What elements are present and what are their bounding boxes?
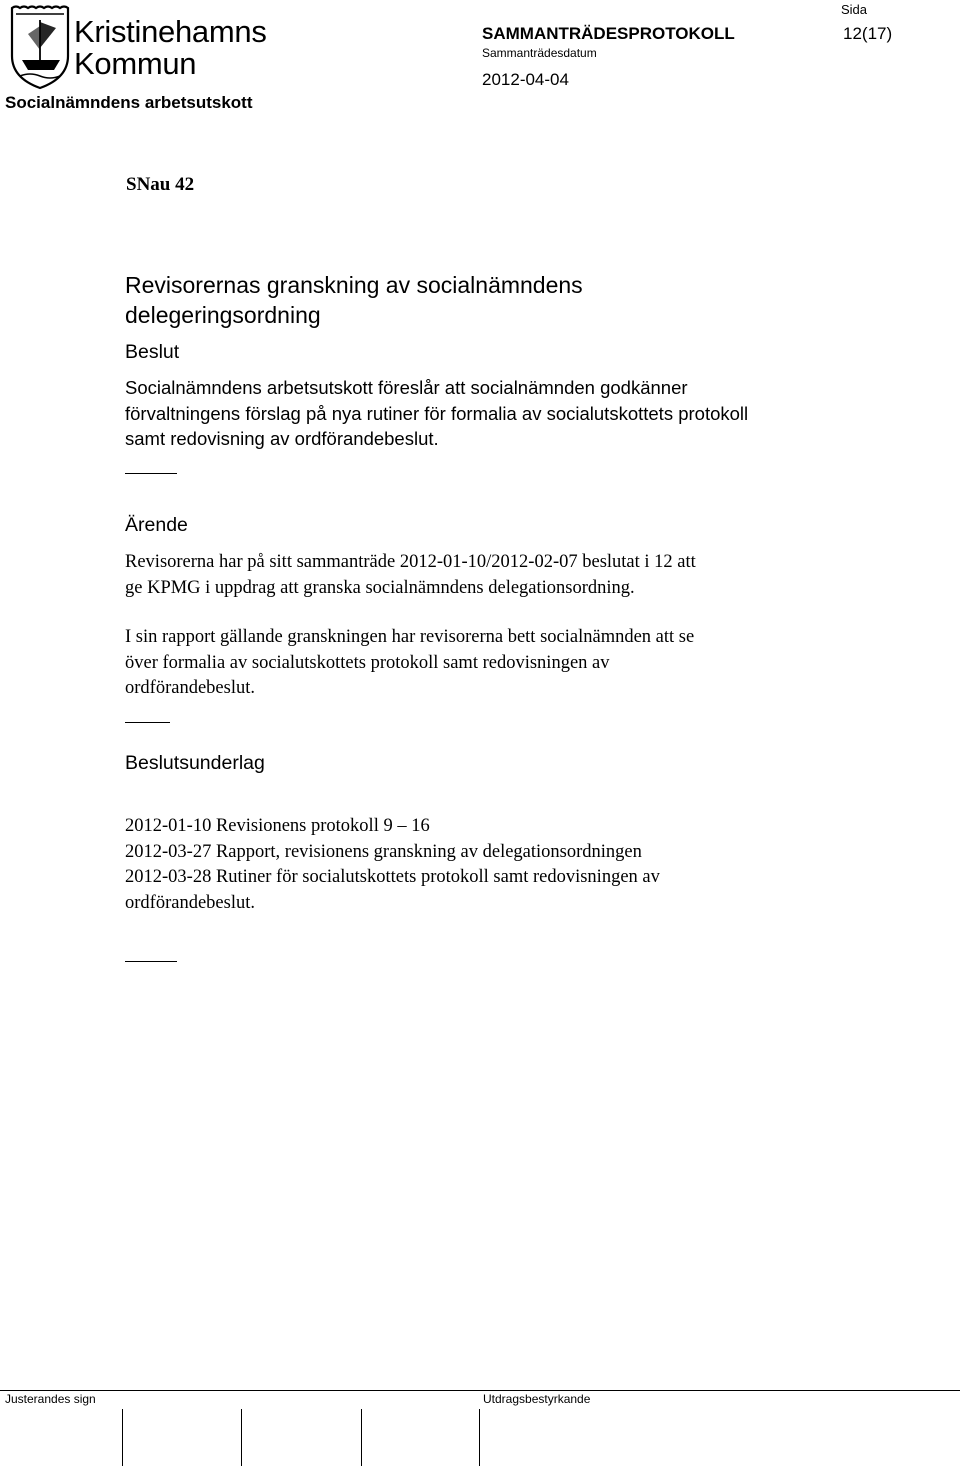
signature-box-divider bbox=[479, 1409, 480, 1466]
page-number: 12(17) bbox=[843, 24, 893, 43]
section-divider bbox=[125, 722, 170, 723]
beslut-line: Socialnämndens arbetsutskott föreslår att socialnämnden godkänner bbox=[125, 377, 688, 398]
beslut-text bbox=[125, 375, 885, 452]
meeting-date: 2012-04-04 bbox=[482, 70, 569, 89]
list-item: 2012-03-28 Rutiner för socialutskottets protokoll samt redovisningen av bbox=[125, 867, 660, 887]
beslut-heading: Beslut bbox=[125, 341, 180, 363]
section-title bbox=[125, 270, 583, 330]
section-divider bbox=[125, 961, 177, 962]
list-item: 2012-01-10 Revisionens protokoll 9 – 16 bbox=[125, 816, 430, 836]
arende-heading: Ärende bbox=[125, 514, 188, 536]
municipality-name-line-2: Kommun bbox=[74, 46, 197, 81]
meeting-date-label: Sammanträdesdatum bbox=[482, 46, 597, 60]
arende-paragraph-1 bbox=[125, 550, 905, 601]
section-title-line: Revisorernas granskning av socialnämndens bbox=[125, 272, 583, 298]
list-item: ordförandebeslut. bbox=[125, 892, 255, 913]
footer-rule bbox=[0, 1390, 960, 1391]
signature-box-divider bbox=[241, 1409, 242, 1466]
arende-line: Revisorerna har på sitt sammanträde 2012-01-10/2012-02-07 beslutat i 12 att bbox=[125, 552, 696, 572]
section-title-line: delegeringsordning bbox=[125, 302, 321, 328]
signature-box-divider bbox=[361, 1409, 362, 1466]
section-divider bbox=[125, 473, 177, 474]
section-reference: SNau 42 bbox=[126, 174, 195, 195]
arende-line: ordförandebeslut. bbox=[125, 678, 255, 698]
beslutsunderlag-heading: Beslutsunderlag bbox=[125, 752, 265, 774]
utdragsbestyrkande-label: Utdragsbestyrkande bbox=[483, 1392, 591, 1406]
page-label: Sida bbox=[841, 2, 868, 17]
arende-paragraph-2 bbox=[125, 625, 905, 702]
municipal-crest-ship-logo bbox=[6, 4, 84, 90]
signature-box-divider bbox=[122, 1409, 123, 1466]
list-item: 2012-03-27 Rapport, revisionens granskning av delegationsordningen bbox=[125, 841, 642, 862]
beslut-line: samt redovisning av ordförandebeslut. bbox=[125, 428, 439, 449]
committee-name: Socialnämndens arbetsutskott bbox=[5, 93, 253, 112]
beslutsunderlag-list bbox=[125, 814, 905, 916]
justerandes-sign-label: Justerandes sign bbox=[5, 1392, 96, 1406]
arende-line: I sin rapport gällande granskningen har revisorerna bett socialnämnden att se bbox=[125, 627, 695, 647]
beslut-line: förvaltningens förslag på nya rutiner för formalia av socialutskottets protokoll bbox=[125, 402, 749, 424]
arende-line: över formalia av socialutskottets protokoll samt redovisningen av bbox=[125, 652, 610, 673]
document-type: SAMMANTRÄDESPROTOKOLL bbox=[482, 24, 735, 43]
municipality-name-line-1: Kristinehamns bbox=[74, 14, 267, 49]
arende-line: ge KPMG i uppdrag att granska socialnämndens delegationsordning. bbox=[125, 577, 635, 598]
